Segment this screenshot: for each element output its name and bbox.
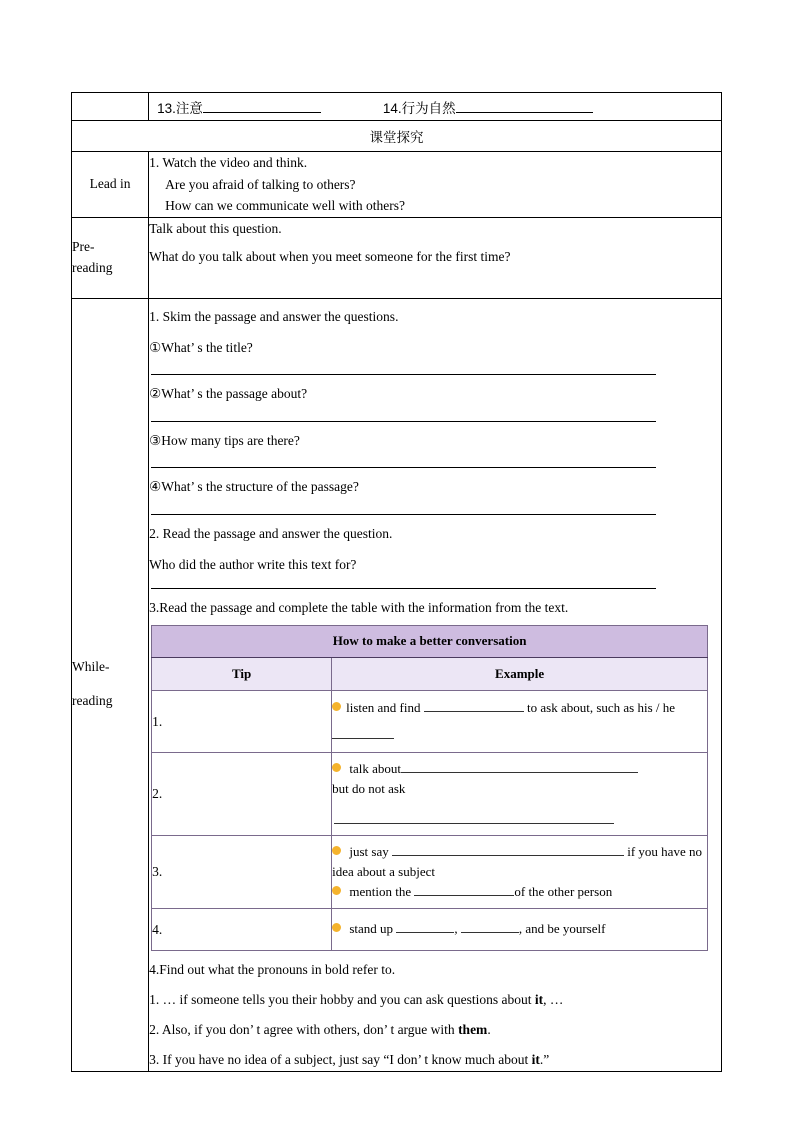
example-4-text-1: stand up: [349, 921, 394, 937]
question-3: ③How many tips are there?: [149, 432, 300, 448]
task2-question: Who did the author write this text for?: [149, 556, 357, 572]
blank-field[interactable]: [414, 882, 514, 896]
pronoun-1-bold: it: [534, 991, 544, 1007]
pronoun-2-bold: them: [458, 1021, 488, 1037]
vocabulary-label-cell: [72, 93, 149, 121]
answer-line-3[interactable]: [151, 467, 656, 468]
worksheet-table: [71, 92, 722, 1072]
example-3-line-3: [332, 882, 707, 902]
while-reading-body: [149, 298, 722, 1071]
lead-in-body: [149, 152, 722, 218]
example-cell-4: [332, 909, 708, 951]
example-cell-3: [332, 835, 708, 909]
pre-reading-line-1: Talk about this question.: [149, 220, 282, 236]
pronoun-section: [149, 960, 721, 1071]
example-3-line-2: idea about a subject: [332, 863, 435, 879]
vocab-13-number: 13.: [157, 101, 176, 116]
bullet-icon: [332, 886, 341, 895]
lead-in-line-1: 1. Watch the video and think.: [149, 155, 308, 170]
vocab-14-text: 行为自然: [401, 101, 456, 116]
vocab-13-blank[interactable]: [203, 112, 321, 113]
pre-reading-label-line-1: Pre-: [72, 238, 95, 254]
example-2-line-2: but do not ask: [332, 780, 406, 796]
tip-number-1: 1.: [152, 691, 332, 753]
task4-heading: 4.Find out what the pronouns in bold refer to.: [149, 962, 396, 978]
pronoun-item-3: [149, 1050, 721, 1071]
answer-line-2[interactable]: [151, 421, 656, 422]
pre-reading-row: [72, 217, 722, 298]
task1-heading: 1. Skim the passage and answer the questions.: [149, 308, 399, 324]
blank-field[interactable]: [332, 725, 394, 739]
example-1-text-2: to ask about, such as his / he: [527, 700, 676, 716]
tip-number-3: 3.: [152, 835, 332, 909]
blank-field[interactable]: [334, 810, 614, 824]
conversation-table-header-row: [152, 625, 708, 657]
while-reading-label-line-1: While-: [72, 659, 110, 675]
column-header-tip: Tip: [152, 657, 332, 691]
example-3-text-3: mention the: [349, 884, 412, 900]
table-row: [152, 691, 708, 753]
vocab-14-number: 14.: [382, 101, 402, 116]
lead-in-row: [72, 152, 722, 218]
pre-reading-label-line-2: reading: [72, 259, 113, 275]
pronoun-1-before: 1. … if someone tells you their hobby and you can ask questions about: [149, 991, 535, 1007]
question-4: ④What’ s the structure of the passage?: [149, 479, 359, 495]
pronoun-2-after: .: [487, 1021, 491, 1037]
pre-reading-body: [149, 217, 722, 298]
example-3-text-2: if you have no: [627, 843, 702, 859]
example-1-line-2: [332, 725, 707, 745]
example-cell-1: [332, 691, 708, 753]
while-reading-row: [72, 298, 722, 1071]
pronoun-1-after: , …: [543, 991, 564, 1007]
pronoun-item-2: [149, 1020, 721, 1041]
blank-field[interactable]: [461, 919, 519, 933]
question-2: ②What’ s the passage about?: [149, 386, 308, 402]
question-1: ①What’ s the title?: [149, 339, 253, 355]
example-3-text-1: just say: [349, 843, 389, 859]
example-3-text-4: of the other person: [514, 884, 613, 900]
vocab-14-blank[interactable]: [456, 112, 593, 113]
vocabulary-row: [72, 93, 722, 121]
example-2-text-1: talk about: [349, 761, 401, 776]
section-banner-title: 课堂探究: [369, 130, 424, 145]
example-3-line-1: [332, 842, 707, 862]
example-4-text-3: , and be yourself: [518, 921, 606, 937]
table-row: [152, 909, 708, 951]
example-2-line-1: [332, 759, 707, 779]
conversation-table: [151, 625, 708, 951]
answer-line-5[interactable]: [151, 588, 656, 589]
section-banner-row: [72, 121, 722, 152]
lead-in-line-2: Are you afraid of talking to others?: [165, 176, 356, 192]
pre-reading-label: [72, 217, 149, 298]
task2-heading: 2. Read the passage and answer the question.: [149, 525, 393, 541]
vocabulary-items: [149, 93, 721, 120]
pronoun-2-before: 2. Also, if you don’ t agree with others, don’ t argue with: [149, 1021, 459, 1037]
example-1-line-1: [332, 698, 707, 718]
example-cell-2: [332, 753, 708, 836]
conversation-table-title: How to make a better conversation: [152, 625, 708, 657]
example-1-text-1: listen and find: [346, 700, 421, 716]
pronoun-3-after: .”: [539, 1051, 550, 1067]
example-4-line-1: [332, 919, 707, 939]
answer-line-4[interactable]: [151, 514, 656, 515]
bullet-icon: [332, 923, 341, 932]
section-banner-cell: [72, 121, 722, 152]
bullet-icon: [332, 702, 341, 711]
answer-line-1[interactable]: [151, 374, 656, 375]
while-reading-label-line-2: reading: [72, 693, 113, 709]
table-row: [152, 753, 708, 836]
vocabulary-body-cell: [149, 93, 722, 121]
pronoun-3-bold: it: [531, 1051, 540, 1067]
pronoun-item-1: [149, 990, 721, 1011]
pre-reading-line-2: What do you talk about when you meet someone for the first time?: [149, 249, 511, 265]
blank-field[interactable]: [401, 759, 638, 773]
vocab-13-text: 注意: [175, 101, 203, 116]
lead-in-line-3: How can we communicate well with others?: [165, 198, 406, 214]
while-reading-label: [72, 298, 149, 1071]
table-row: [152, 835, 708, 909]
blank-field[interactable]: [392, 842, 624, 856]
example-4-text-2: ,: [454, 921, 458, 937]
blank-field[interactable]: [424, 698, 524, 712]
tip-number-2: 2.: [152, 753, 332, 836]
task3-heading: 3.Read the passage and complete the table with the information from the text.: [149, 600, 569, 616]
pronoun-3-before: 3. If you have no idea of a subject, just say “I don’ t know much about: [149, 1051, 532, 1067]
bullet-icon: [332, 846, 341, 855]
column-header-example: Example: [332, 657, 708, 691]
lead-in-label: Lead in: [72, 152, 149, 218]
blank-field[interactable]: [396, 919, 454, 933]
bullet-icon: [332, 763, 341, 772]
conversation-table-subheader-row: [152, 657, 708, 691]
tip-number-4: 4.: [152, 909, 332, 951]
